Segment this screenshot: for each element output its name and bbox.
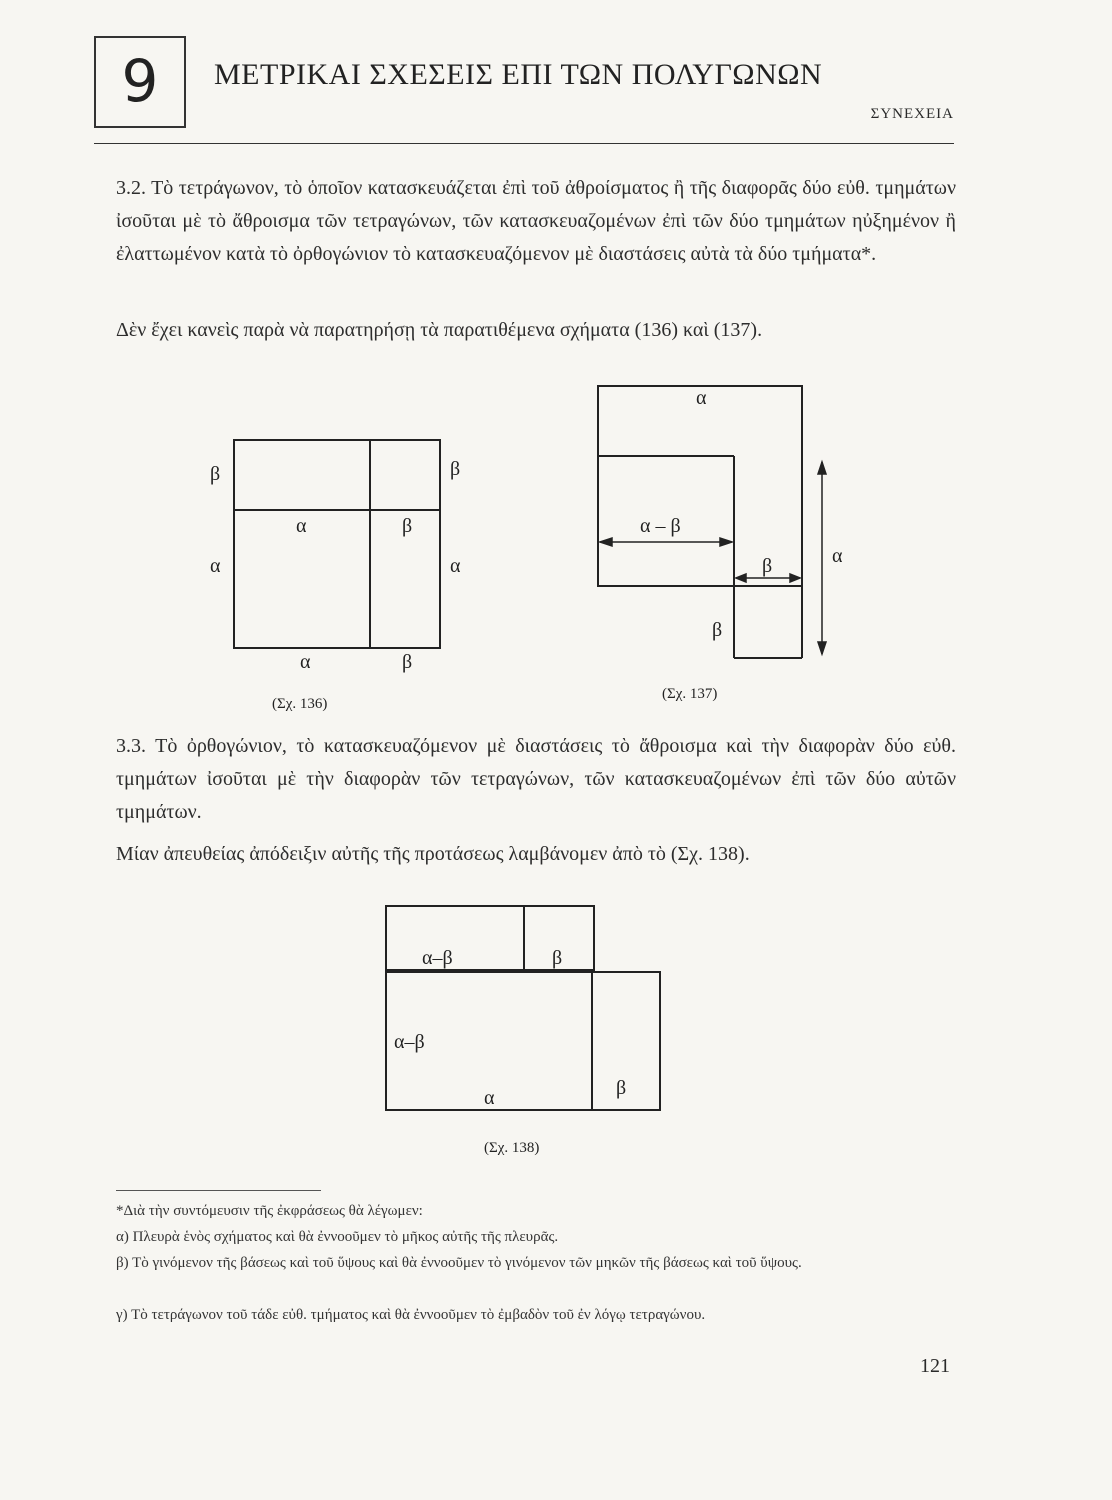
fig138-label-left-a-minus-b: α–β [394,1031,425,1053]
fig138-label-bottom-alpha: α [484,1087,495,1109]
fig136-label-alpha-inner: α [296,515,307,537]
header-rule [94,143,954,144]
fig137-label-alpha-top: α [696,387,707,409]
fig137-label-beta-bottom: β [712,619,723,641]
fig136-caption: (Σχ. 136) [272,696,328,712]
fig136-label-alpha-right: α [450,555,461,577]
fig137-caption: (Σχ. 137) [662,686,718,702]
page-number: 121 [920,1355,950,1377]
paragraph-observe: Δὲν ἔχει κανεὶς παρὰ νὰ παρατηρήσῃ τὰ παρατιθέμενα σχήματα (136) καὶ (137). [116,319,763,341]
chapter-title: ΜΕΤΡΙΚΑΙ ΣΧΕΣΕΙΣ ΕΠΙ ΤΩΝ ΠΟΛΥΓΩΝΩΝ [214,58,823,91]
fig136-label-beta-bottom: β [402,651,413,673]
paragraph-3-2: 3.2. Τὸ τετράγωνον, τὸ ὁποῖον κατασκευάζεται ἐπὶ τοῦ ἀθροίσματος ἢ τῆς διαφορᾶς δύο εὐθ. τμημάτων ἰσοῦται μὲ τὸ ἄθροισμα τῶν τετραγώνων, τῶν κατασκευαζομένων ἐπὶ τῶν δύο τμημάτων ηὐξημένον ἢ ἐλαττωμένον κατὰ τὸ ὀρθογώνιον τὸ κατασκευαζόμενον μὲ διαστάσεις αὐτὰ τὰ δύο τμήματα*. [116,177,956,265]
fig136-label-beta-right: β [450,458,461,480]
fig136-label-beta-inner: β [402,515,413,537]
fig138-label-bottom-beta: β [616,1077,627,1099]
fig138-caption: (Σχ. 138) [484,1140,540,1156]
fig137-label-a-minus-b: α – β [640,515,681,537]
fig136-label-alpha-bottom: α [300,651,311,673]
footnote-b: β) Τὸ γινόμενον τῆς βάσεως καὶ τοῦ ὕψους καὶ θὰ ἐννοοῦμεν τὸ γινόμενον τῶν μηκῶν τῆς βάσεως καὶ τοῦ ὕψους. [116,1255,802,1271]
footnote-a: α) Πλευρὰ ἑνὸς σχήματος καὶ θὰ ἐννοοῦμεν τὸ μῆκος αὐτῆς τῆς πλευρᾶς. [116,1229,559,1245]
continued-label: ΣΥΝΕΧΕΙΑ [870,106,954,122]
figure-137 [580,378,950,718]
footnote-rule [116,1190,321,1191]
footnote-intro: *Διὰ τὴν συντόμευσιν τῆς ἐκφράσεως θὰ λέγωμεν: [116,1203,423,1219]
fig138-label-top-beta: β [552,947,563,969]
paragraph-3-3: 3.3. Τὸ ὀρθογώνιον, τὸ κατασκευαζόμενον μὲ διαστάσεις τὸ ἄθροισμα καὶ τὴν διαφορὰν δύο εὐθ. τμημάτων ἰσοῦται μὲ τὴν διαφορὰν τῶν τετραγώνων, τῶν κατασκευαζομένων ἐπὶ τῶν δύο αὐτῶν τμημάτων. [116,735,956,823]
paragraph-proof: Μίαν ἀπευθείας ἀπόδειξιν αὐτῆς τῆς προτάσεως λαμβάνομεν ἀπὸ τὸ (Σχ. 138). [116,843,750,865]
footnote-c: γ) Τὸ τετράγωνον τοῦ τάδε εὐθ. τμήματος καὶ θὰ ἐννοοῦμεν τὸ ἐμβαδὸν τοῦ ἐν λόγῳ τετραγώνου. [116,1307,706,1323]
chapter-number-box: 9 [94,36,186,128]
fig137-label-beta-arrow: β [762,555,773,577]
fig136-label-alpha-left: α [210,555,221,577]
fig137-label-alpha-right: α [832,545,843,567]
fig136-label-beta-left: β [210,463,221,485]
figure-136 [196,430,461,720]
fig138-label-top-a-minus-b: α–β [422,947,453,969]
figure-138 [370,896,670,1166]
